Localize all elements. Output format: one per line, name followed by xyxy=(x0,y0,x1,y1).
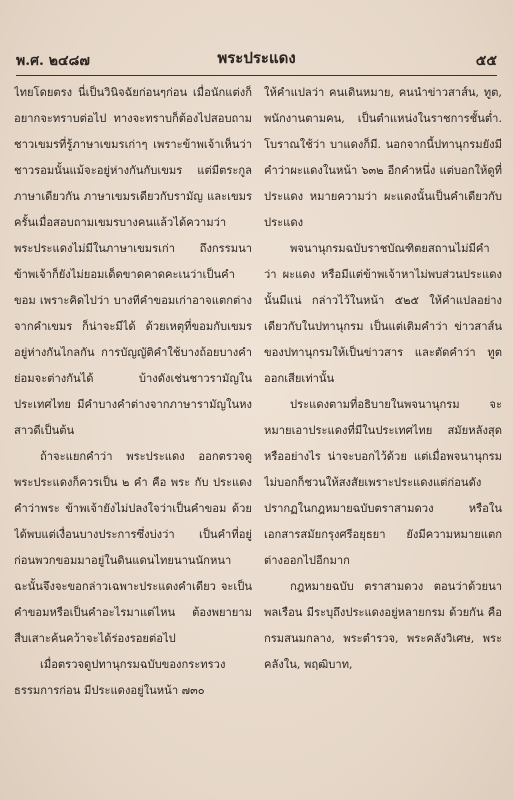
paragraph: ประแดงตามที่อธิบายในพจนานุกรม จะหมายเอาประแดงที่มีในประเทศไทย สมัยหลังสุดหรืออย่างไร น่าจะบอกไว้ด้วย แต่เมื่อพจนานุกรมไม่บอกก็ชวนให้สงสัยเพราะประแดงแต่ก่อนดังปรากฏในกฎหมายฉบับตราสามดวง หรือในเอกสารสมัยกรุงศรีอยุธยา ยังมีความหมายแตกต่างออกไปอีกมาก xyxy=(264,398,502,567)
paragraph: ให้คำแปลว่า คนเดินหมาย, คนนำข่าวสาส์น, ทูต, พนักงานตามคน, เป็นตำแหน่งในราชการชั้นต่ำ. โบราณใช้ว่า บาแดงก็มี. นอกจากนี้ปทานุกรมยังมีคำว่าผะแดงในหน้า ๖๓๒ อีกคำหนึ่ง แต่บอกให้ดูที่ประแดง หมายความว่า ผะแดงนั้นเป็นคำเดียวกับประแดง xyxy=(264,86,502,229)
header-year: พ.ศ. ๒๔๘๗ xyxy=(16,53,90,69)
page-number: ๕๕ xyxy=(475,53,497,69)
right-column xyxy=(264,80,502,794)
paragraph: พจนานุกรมฉบับราชบัณฑิตยสถานไม่มีคำว่า ผะแดง หรือมีแต่ข้าพเจ้าหาไม่พบส่วนประแดงนั้นมีแน่ กล่าวไว้ในหน้า ๕๒๕ ให้คำแปลอย่างเดียวกับในปทานุกรม เป็นแต่เติมคำว่า ข่าวสาส์น ของปทานุกรมให้เป็นข่าวสาร และตัดคำว่า ทูต ออกเสียเท่านั้น xyxy=(264,242,502,385)
paragraph: ไทยโดยตรง นี่เป็นวินิจฉัยก่อนๆก่อน เมื่อนักแต่งก็อยากจะทราบต่อไป ทางจะทราบก็ต้องไปสอบถามชาวเขมรที่รู้ภาษาเขมรเก่าๆ เพราะข้าพเจ้าเห็นว่า ชาวรอมนั้นแม้จะอยู่ห่างกันกับเขมร แต่มีตระกูลภาษาเดียวกัน ภาษาเขมรเดียวกับรามัญ และเขมรครั้นเมื่อสอบถามเขมรบางคนแล้วได้ความว่า พระประแดงไม่มีในภาษาเขมรเก่า ถึงกรรมนาข้าพเจ้าก็ยังไม่ยอมเด็ดขาดคาดคะเนว่าเป็นคำขอม เพราะคิดไปว่า บางทีคำขอมเก่าอาจแตกต่างจากคำเขมร ก็น่าจะมีได้ ด้วยเหตุที่ขอมกับเขมรอยู่ห่างกันไกลกัน การบัญญัติคำใช้บางถ้อยบางคำย่อมจะต่างกันได้ บ้างดังเช่นชาวรามัญในประเทศไทย มีคำบางคำต่างจากภาษารามัญในหงสาวดีเป็นต้น xyxy=(14,86,252,437)
paragraph: เมื่อตรวจดูปทานุกรมฉบับของกระทรวงธรรมการก่อน มีประแดงอยู่ในหน้า ๗๓๐ xyxy=(14,658,226,697)
paragraph: กฎหมายฉบับ ตราสามดวง ตอนว่าด้วยนาพลเรือน มีระบุถึงประแดงอยู่หลายกรม ด้วยกัน คือกรมสนมกลาง, พระตำรวจ, พระคลังวิเศษ, พระคลังใน, พฤฒิบาท, xyxy=(264,580,502,671)
page-header xyxy=(16,48,497,72)
header-rule xyxy=(16,75,497,76)
page-title: พระประแดง xyxy=(217,49,296,67)
left-column xyxy=(14,80,252,794)
paragraph: ถ้าจะแยกคำว่า พระประแดง ออกตรวจดู พระประแดงก็ควรเป็น ๒ คำ คือ พระ กับ ประแดง คำว่าพระ ข้าพเจ้ายังไม่ปลงใจว่าเป็นคำขอม ด้วยได้พบแต่เงื่อนบางประการซึ่งบ่งว่า เป็นคำที่อยู่ก่อนพวกขอมมาอยู่ในดินแดนไทยนานนักหนา ฉะนั้นจึงจะขอกล่าวเฉพาะประแดงคำเดียว จะเป็นคำขอมหรือเป็นคำอะไรมาแต่ไหน ต้องพยายามสืบเสาะค้นคว้าจะได้ร่องรอยต่อไป xyxy=(14,450,252,645)
